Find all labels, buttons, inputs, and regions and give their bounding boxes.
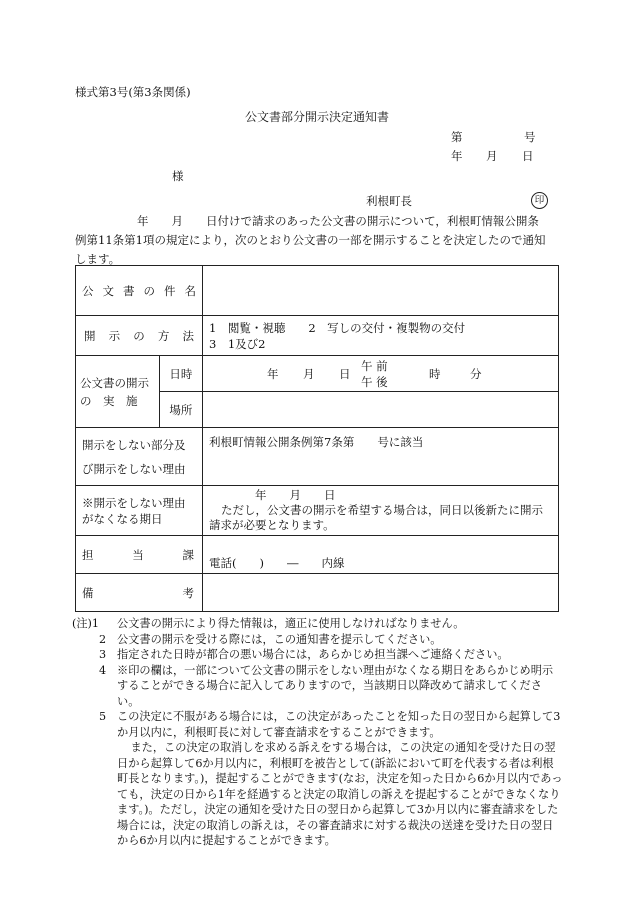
- row-remarks: [76, 574, 559, 612]
- datetime-year: 年: [267, 367, 279, 381]
- label-expiry: [76, 486, 203, 536]
- label-remarks: [76, 574, 203, 612]
- expiry-note-line-2: 請求が必要となります。: [209, 518, 335, 532]
- label-place-text: 場所: [169, 402, 193, 417]
- expiry-date: 年 月 日: [255, 488, 336, 502]
- label-remarks-text: 備考: [82, 585, 194, 600]
- doc-number-suffix: 号: [524, 130, 536, 144]
- note-1-num: (注)1: [72, 617, 100, 630]
- date-day: 日: [522, 149, 534, 163]
- value-method[interactable]: [203, 316, 559, 356]
- doc-number-prefix: 第: [451, 130, 463, 144]
- note-2: [72, 632, 564, 648]
- label-doc-name: [76, 266, 203, 316]
- datetime-day: 日: [339, 367, 351, 381]
- note-4: [72, 663, 564, 710]
- note-4-num: 4: [99, 663, 107, 677]
- form-number: 様式第3号(第3条関係): [75, 85, 191, 99]
- note-3-num: 3: [99, 648, 107, 661]
- note-1-text: 公文書の開示により得た情報は，適正に使用しなければなりません。: [117, 617, 465, 630]
- value-expiry[interactable]: [203, 486, 559, 536]
- datetime-hour: 時: [429, 367, 441, 381]
- seal-char: 印: [534, 195, 545, 206]
- method-line-1: 1 閲覧・視聴 2 写しの交付・複製物の交付: [209, 320, 466, 335]
- datetime-minute: 分: [470, 367, 482, 381]
- intro-line-3: します。: [75, 252, 121, 266]
- datetime-pm: 午 後: [361, 375, 388, 389]
- method-line-2: 3 1及び2: [209, 336, 266, 351]
- issuer-name: 利根町長: [366, 194, 412, 208]
- row-method: [76, 316, 559, 356]
- label-expiry-line-1: ※開示をしない理由: [82, 495, 186, 510]
- row-doc-name: [76, 266, 559, 316]
- note-4-text: ※印の欄は，一部について公文書の開示をしない理由がなくなる期日をあらかじめ明示することができる場合に記入してありますので，当該期日以降改めて請求してください。: [117, 663, 554, 708]
- page-title: 公文書部分開示決定通知書: [245, 110, 390, 124]
- row-datetime: [76, 356, 559, 392]
- note-1: [72, 616, 564, 632]
- note-3: [72, 647, 564, 663]
- row-undisclosed: [76, 428, 559, 486]
- date-month: 月: [486, 149, 498, 163]
- value-datetime[interactable]: [203, 356, 559, 392]
- note-5-text: この決定に不服がある場合には，この決定があったことを知った日の翌日から起算して3か月以内に，利根町長に対して審査請求をすることができます。: [117, 710, 561, 739]
- disclosure-table: [75, 265, 559, 612]
- label-datetime-text: 日時: [169, 366, 193, 381]
- notes: [72, 616, 564, 849]
- datetime-am: 午 前: [361, 359, 388, 373]
- label-undisclosed: [76, 428, 203, 486]
- undisclosed-value-text: 利根町情報公開条例第7条第 号に該当: [209, 435, 424, 449]
- intro-line-1: 年 月 日付けで請求のあった公文書の開示について，利根町情報公開条: [137, 214, 539, 228]
- label-expiry-line-2: がなくなる期日: [82, 511, 163, 526]
- note-5-paragraph: また，この決定の取消しを求める訴えをする場合は，この決定の通知を受けた日の翌日から起算して6か月以内に，利根町を被告として(訴訟において町を代表する者は利根町長となります。)，提起することができます(なお，決定を知った日から6か月以内であっても，決定の日から1年を経過すると決定の取消しの訴えを提起することができなくなります。)。ただし，決定の通知を受けた日の翌日から起算して3か月以内に審査請求をした場合には，決定の取消しの訴えは，その審査請求に対する裁決の送達を受けた日の翌日から6か月以内に提起することができます。: [117, 741, 563, 847]
- value-undisclosed[interactable]: [203, 428, 559, 486]
- note-5-num: 5: [99, 710, 107, 723]
- label-place: [159, 392, 202, 428]
- label-datetime: [159, 356, 202, 392]
- expiry-note-line-1: ただし，公文書の開示を希望する場合は，同日以後新たに開示: [221, 503, 543, 517]
- row-expiry: [76, 486, 559, 536]
- label-contact-text: 担当課: [82, 547, 194, 562]
- value-place[interactable]: [203, 392, 559, 428]
- date-year: 年: [451, 149, 463, 163]
- value-doc-name[interactable]: [203, 266, 559, 316]
- label-contact: [76, 536, 203, 574]
- value-contact[interactable]: [203, 536, 559, 574]
- note-3-text: 指定された日時が都合の悪い場合には，あらかじめ担当課へご連絡ください。: [117, 648, 509, 661]
- label-doc-name-text: 公文書の件名: [82, 283, 196, 298]
- label-method-text: 開示の方法: [84, 328, 194, 343]
- label-implement-line-2: の 実 施: [80, 393, 138, 408]
- intro-line-2: 例第11条第1項の規定により，次のとおり公文書の一部を開示することを決定したので通知: [75, 233, 546, 247]
- note-2-num: 2: [99, 632, 107, 646]
- label-undisclosed-line-2: び開示をしない理由: [82, 461, 186, 476]
- value-remarks[interactable]: [203, 574, 559, 612]
- contact-value-text: 電話( ) ― 内線: [209, 556, 345, 570]
- note-5: [72, 709, 564, 740]
- label-method: [76, 316, 203, 356]
- seal-mark: [531, 192, 548, 209]
- addressee-suffix: 様: [172, 169, 184, 183]
- label-implement-line-1: 公文書の開示: [80, 375, 149, 390]
- row-contact: [76, 536, 559, 574]
- note-2-text: 公文書の開示を受ける際には，この通知書を提示してください。: [117, 632, 442, 646]
- label-implement: [76, 356, 160, 428]
- datetime-month: 月: [303, 367, 315, 381]
- label-undisclosed-line-1: 開示をしない部分及: [82, 437, 186, 452]
